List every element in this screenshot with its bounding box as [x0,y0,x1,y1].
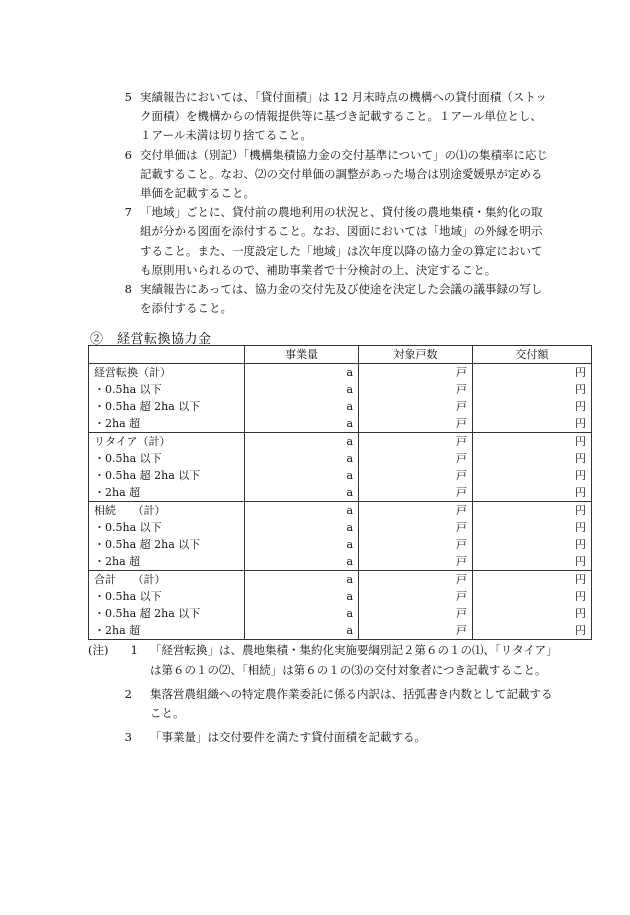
note-number: 6 [124,147,132,162]
cell-volume-unit: a [245,588,359,605]
cell-amount-unit: 円 [473,571,592,589]
row-label: ・0.5ha 超 2ha 以下 [89,536,245,553]
cell-households-unit: 戸 [359,536,473,553]
note-item [110,203,550,280]
cell-amount-unit: 円 [473,450,592,467]
table-row [89,571,592,589]
footnote-item [100,728,558,748]
footnote-prefix: (注) [88,643,109,657]
cell-households-unit: 戸 [359,622,473,640]
table-row [89,450,592,467]
note-text: 「地域」ごとに、貸付前の農地利用の状況と、貸付後の農地集積・集約化の取組が分かる図面を添付すること。なお、図面においては「地域」の外縁を明示すること。また、一度設定した「地域」は次年度以降の協力金の算定においても原則用いられるので、補助事業者で十分検討の上、決定すること。 [140,205,543,277]
header-cell-blank [89,346,245,364]
note-text: 交付単価は（別記）「機構集積協力金の交付基準について」の⑴の集積率に応じ記載すること。なお、⑵の交付単価の調整があった場合は別途愛媛県が定める単価を記載すること。 [140,147,549,201]
table-row [89,622,592,640]
table-row [89,502,592,520]
cell-households-unit: 戸 [359,484,473,502]
cell-amount-unit: 円 [473,519,592,536]
cell-amount-unit: 円 [473,398,592,415]
footnote-text: 「事業量」は交付要件を満たす貸付面積を記載する。 [150,730,426,745]
cell-amount-unit: 円 [473,484,592,502]
cell-households-unit: 戸 [359,398,473,415]
section-title: ② 経営転換協力金 [90,332,212,347]
footnote-number: 3 [124,730,132,745]
table-row [89,433,592,451]
footnote-text: 集落営農組織への特定農作業委託に係る内訳は、括弧書き内数として記載すること。 [150,686,553,721]
cell-amount-unit: 円 [473,415,592,433]
cell-amount-unit: 円 [473,364,592,382]
row-label: 経営転換（計） [89,364,245,382]
table-row [89,519,592,536]
cell-volume-unit: a [245,364,359,382]
cell-amount-unit: 円 [473,553,592,571]
table-row [89,605,592,622]
note-text: 実績報告においては、「貸付面積」は 12 月末時点の機構への貸付面積（ストック面積）を機構からの情報提供等に基づき記載すること。１アール単位とし、１アール未満は切り捨てること。 [140,90,547,143]
cell-volume-unit: a [245,571,359,589]
note-text: 実績報告にあっては、協力金の交付先及び使途を決定した会議の議事録の写しを添付すること。 [140,282,543,316]
note-number: 5 [124,90,132,104]
cell-households-unit: 戸 [359,588,473,605]
header-cell-amount: 交付額 [473,346,592,364]
row-label: ・0.5ha 超 2ha 以下 [89,398,245,415]
row-label: ・0.5ha 超 2ha 以下 [89,605,245,622]
note-item [110,280,550,318]
table-row [89,536,592,553]
cell-households-unit: 戸 [359,519,473,536]
subsidy-table [88,345,592,640]
cell-amount-unit: 円 [473,605,592,622]
cell-households-unit: 戸 [359,553,473,571]
note-number: 7 [124,205,132,220]
cell-volume-unit: a [245,622,359,640]
cell-households-unit: 戸 [359,415,473,433]
table-row [89,484,592,502]
footnote-number: 2 [124,686,132,701]
table-row [89,398,592,415]
footnote-item [88,641,558,681]
row-label: ・0.5ha 以下 [89,450,245,467]
table-row [89,364,592,382]
row-label: ・0.5ha 超 2ha 以下 [89,467,245,484]
cell-households-unit: 戸 [359,433,473,451]
notes-top-list [110,88,550,318]
table-row [89,588,592,605]
cell-volume-unit: a [245,605,359,622]
cell-households-unit: 戸 [359,467,473,484]
row-label: ・2ha 超 [89,622,245,640]
table-row [89,553,592,571]
header-cell-volume: 事業量 [245,346,359,364]
row-label: 相続 （計） [89,502,245,520]
row-label: ・0.5ha 以下 [89,588,245,605]
cell-households-unit: 戸 [359,605,473,622]
cell-volume-unit: a [245,398,359,415]
table-row [89,415,592,433]
table-header-row [89,346,592,364]
cell-volume-unit: a [245,433,359,451]
footnote-item [100,685,558,725]
cell-volume-unit: a [245,484,359,502]
cell-amount-unit: 円 [473,502,592,520]
cell-households-unit: 戸 [359,450,473,467]
cell-volume-unit: a [245,450,359,467]
cell-households-unit: 戸 [359,571,473,589]
cell-volume-unit: a [245,381,359,398]
table-row [89,381,592,398]
row-label: ・2ha 超 [89,553,245,571]
row-label: ・0.5ha 以下 [89,381,245,398]
cell-amount-unit: 円 [473,381,592,398]
note-item [110,146,550,204]
row-label: リタイア（計） [89,433,245,451]
cell-households-unit: 戸 [359,381,473,398]
cell-amount-unit: 円 [473,536,592,553]
header-cell-households: 対象戸数 [359,346,473,364]
cell-volume-unit: a [245,415,359,433]
row-label: ・0.5ha 以下 [89,519,245,536]
cell-volume-unit: a [245,553,359,571]
cell-amount-unit: 円 [473,622,592,640]
cell-amount-unit: 円 [473,467,592,484]
cell-volume-unit: a [245,502,359,520]
notes-bottom-list [88,641,558,752]
cell-volume-unit: a [245,536,359,553]
note-number: 8 [124,282,132,297]
cell-amount-unit: 円 [473,433,592,451]
table-row [89,467,592,484]
cell-volume-unit: a [245,467,359,484]
cell-households-unit: 戸 [359,502,473,520]
footnote-text: 「経営転換」は、農地集積・集約化実施要綱別記２第６の１の⑴、「リタイア」は第６の１の⑵、「相続」は第６の１の⑶の交付対象者につき記載すること。 [150,643,558,677]
cell-volume-unit: a [245,519,359,536]
row-label: ・2ha 超 [89,484,245,502]
table-body [89,364,592,640]
footnote-number: 1 [130,643,138,657]
row-label: 合計 （計） [89,571,245,589]
note-item [110,88,550,146]
cell-households-unit: 戸 [359,364,473,382]
cell-amount-unit: 円 [473,588,592,605]
row-label: ・2ha 超 [89,415,245,433]
